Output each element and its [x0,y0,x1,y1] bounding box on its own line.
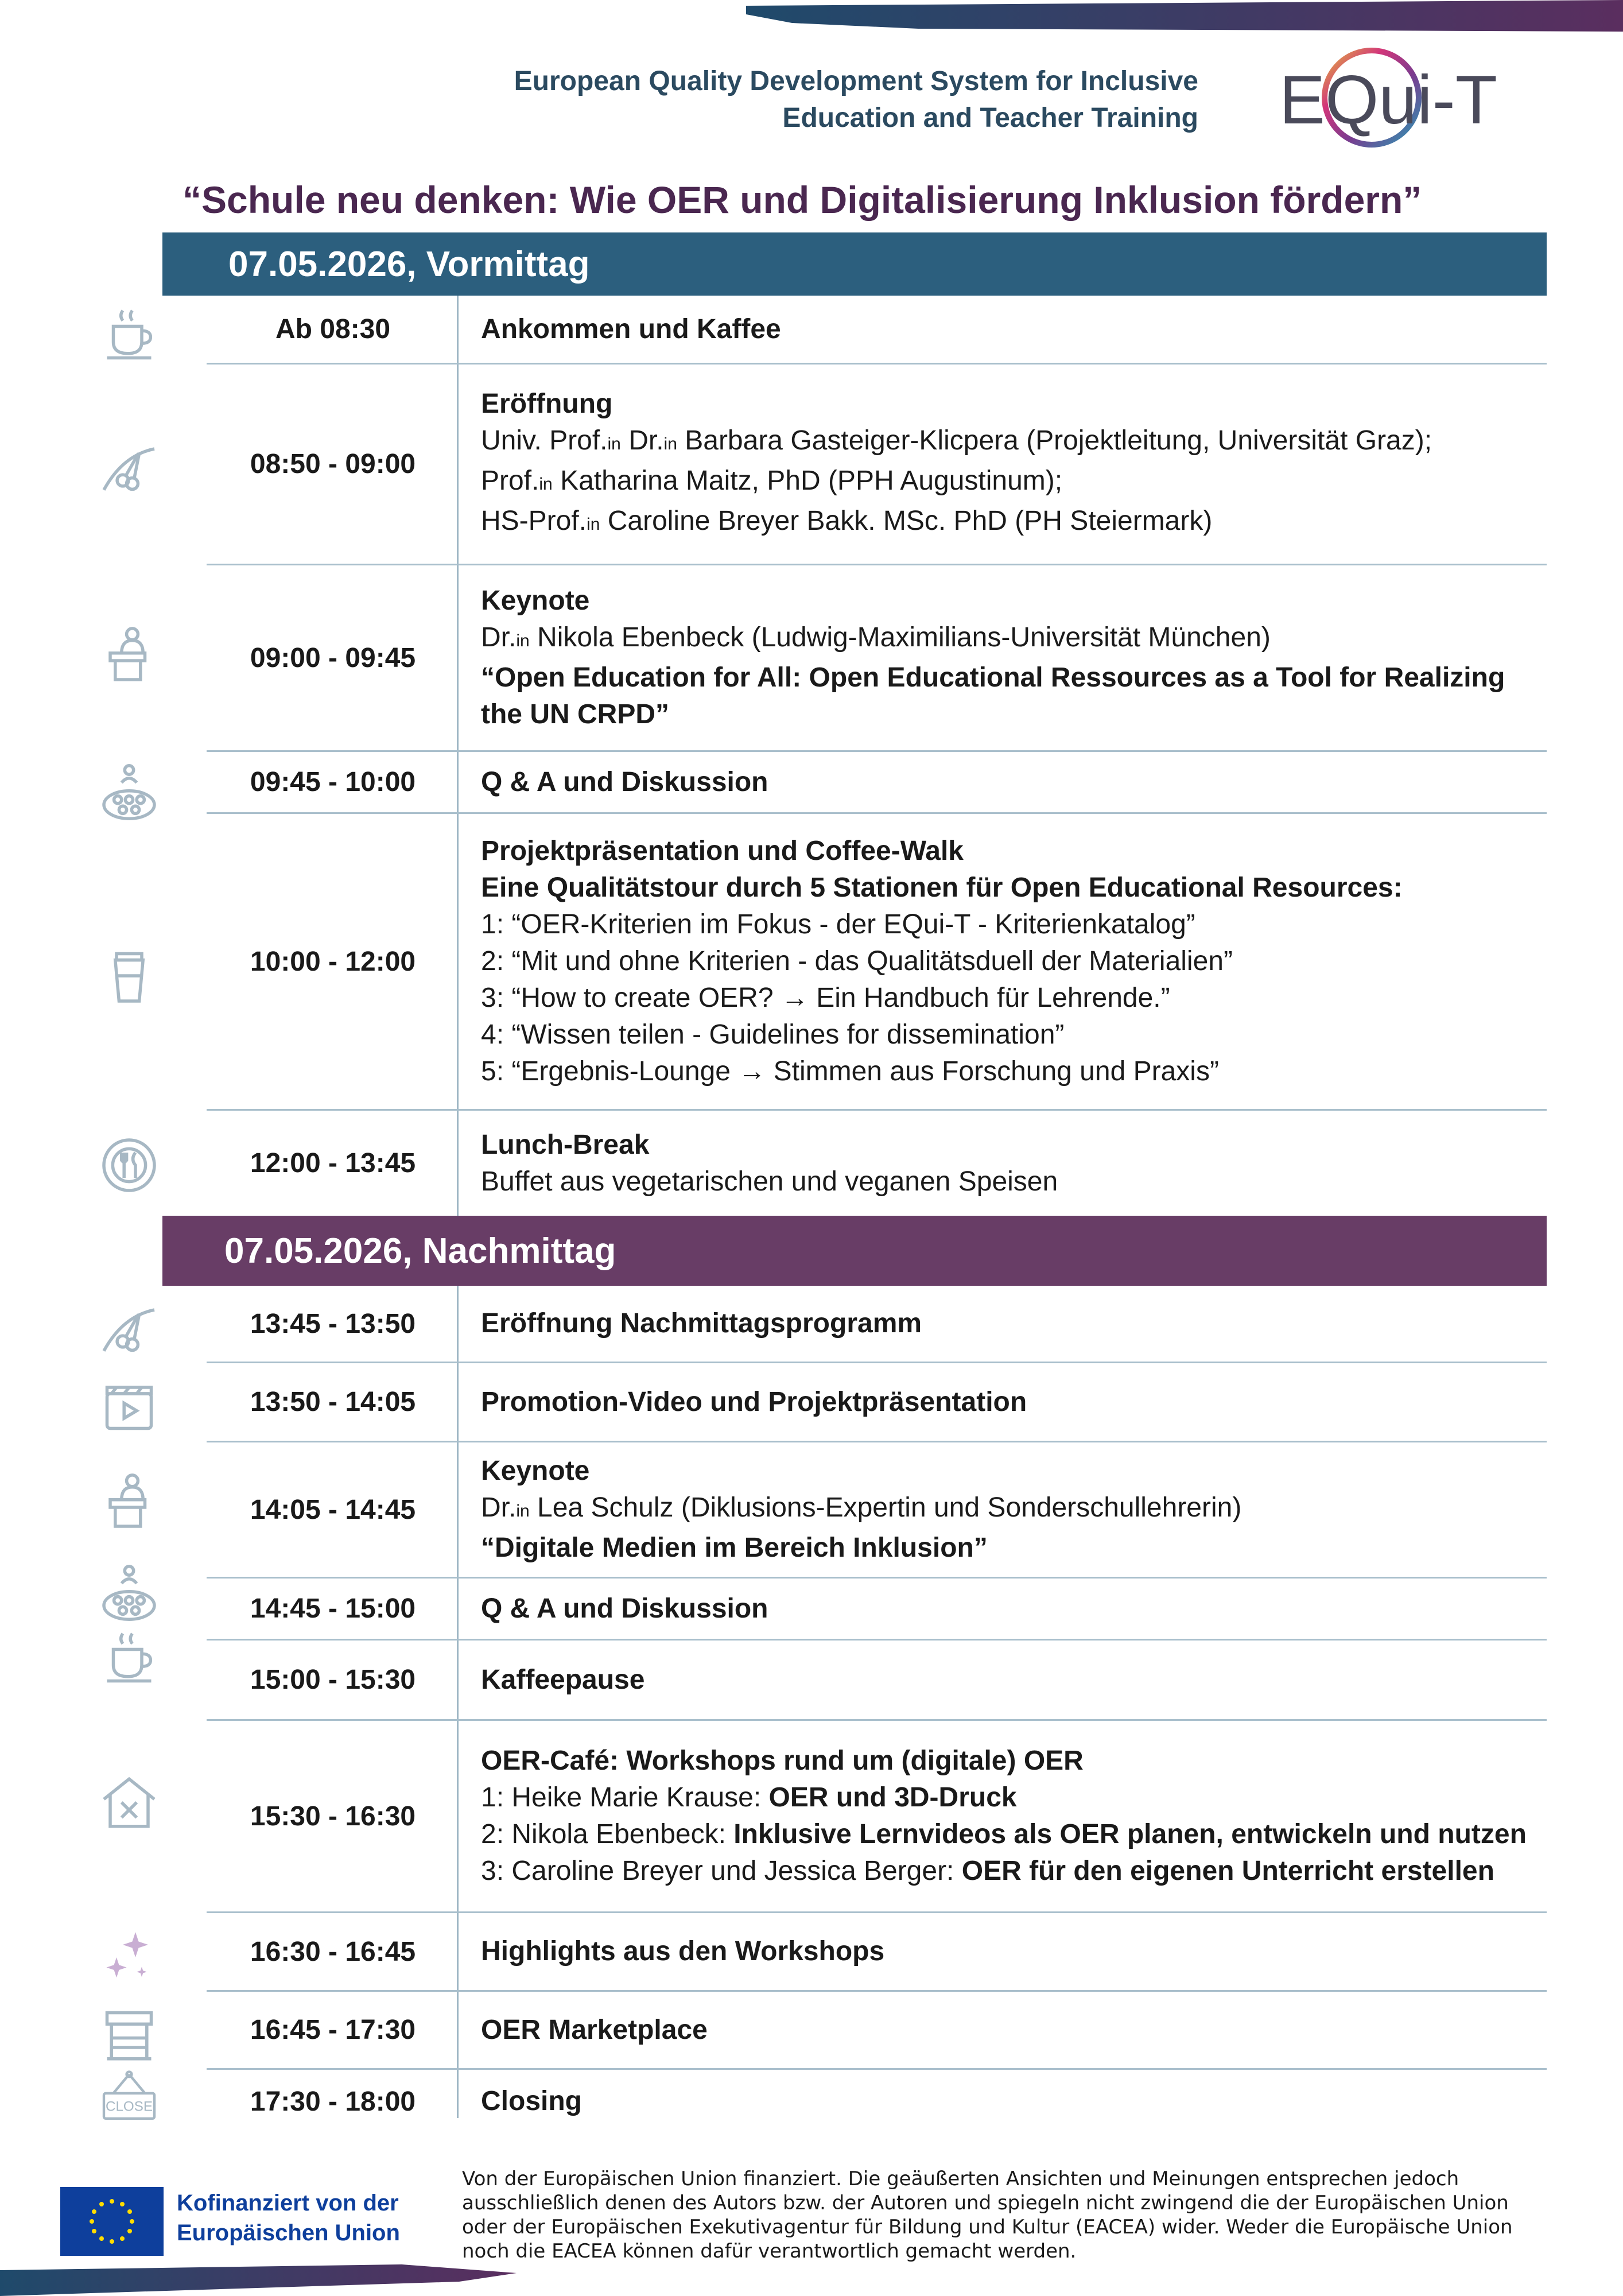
session-title: Closing [481,2086,582,2116]
session-title: OER Marketplace [481,2014,708,2045]
session-title: Promotion-Video und Projektpräsentation [481,1386,1027,1417]
session-title: OER-Café: Workshops rund um (digitale) OER [481,1746,1084,1776]
project-header [514,63,1198,137]
station-item: 1: “OER-Kriterien im Fokus - der EQui-T - Kriterienkatalog” [481,909,1195,940]
workshop-house-tools-icon [86,1768,172,1837]
session-title: Highlights aus den Workshops [481,1936,885,1967]
top-brush-decoration [746,0,1623,40]
ribbon-cutting-scissors-icon [86,1294,172,1363]
sparkle-stars-icon [86,1923,172,1992]
time-label: 13:50 - 14:05 [250,1387,416,1417]
discussion-group-icon [86,758,172,827]
session-title: Keynote [481,585,590,616]
market-stall-icon [86,2000,172,2069]
discussion-group-icon [86,1558,172,1627]
time-label: 09:45 - 10:00 [250,767,416,797]
schedule-row-qa-pm [207,1578,1547,1640]
eu-label-line-1: Kofinanziert von der [177,2190,399,2216]
station-item: 4: “Wissen teilen - Guidelines for dissemination” [481,1019,1065,1050]
coffee-cup-icon [86,301,172,370]
time-label: 08:50 - 09:00 [250,449,416,479]
session-title: Eröffnung [481,388,613,419]
session-title: Ankommen und Kaffee [481,313,781,344]
speaker-line: Prof.in Katharina Maitz, PhD (PPH Augustinum); [481,465,1063,496]
session-title: Kaffeepause [481,1664,645,1695]
project-name-line-1: European Quality Development System for Inclusive [514,66,1198,96]
workshop-item: 3: Caroline Breyer und Jessica Berger: OER für den eigenen Unterricht erstellen [481,1856,1494,1886]
session-subtitle: Eine Qualitätstour durch 5 Stationen für Open Educational Resources: [481,872,1403,903]
funding-disclaimer: Von der Europäischen Union finanziert. Die geäußerten Ansichten und Meinungen entsprechen jedoch ausschließlich denen des Autors bzw. der Autoren und spiegeln nicht zwingend die der Europäischen Union oder der Europäischen Exekutivagentur für Bildung und Kultur (EACEA) wider. Weder die Europäische Union noch die EACEA können dafür verantwortlich gemacht werden. [462,2167,1513,2263]
schedule-row-oer-cafe [207,1721,1547,1913]
schedule-row-keynote-pm [207,1442,1547,1578]
page-title: “Schule neu denken: Wie OER und Digitalisierung Inklusion fördern” [183,179,1422,221]
project-name-line-2: Education and Teacher Training [782,103,1198,133]
eu-label-line-2: Europäischen Union [177,2220,400,2245]
workshop-item: 1: Heike Marie Krause: OER und 3D-Druck [481,1782,1017,1813]
eu-flag [60,2187,164,2256]
svg-text:CLOSE: CLOSE [106,2099,153,2115]
session-title: Projektpräsentation und Coffee-Walk [481,836,964,866]
station-item: 3: “How to create OER? → Ein Handbuch für Lehrende.” [481,983,1170,1013]
time-label: 14:05 - 14:45 [250,1494,416,1525]
station-item: 5: “Ergebnis-Lounge → Stimmen aus Forschung und Praxis” [481,1056,1219,1087]
morning-heading [162,232,1547,296]
schedule-row-closing [207,2070,1547,2133]
session-title: Q & A und Diskussion [481,1593,768,1624]
session-title: Eröffnung Nachmittagsprogramm [481,1308,922,1339]
time-label: 10:00 - 12:00 [250,946,416,977]
speaker-line: Univ. Prof.in Dr.in Barbara Gasteiger-Klicpera (Projektleitung, Universität Graz); [481,425,1432,456]
schedule-row-ankommen [207,296,1547,364]
schedule-row-lunch [207,1111,1547,1216]
session-title: Q & A und Diskussion [481,766,768,797]
ribbon-cutting-scissors-icon [86,433,172,502]
schedule-row-kaffeepause [207,1640,1547,1721]
bottom-brush-decoration [0,2259,517,2296]
morning-heading-label: 07.05.2026, Vormittag [228,244,590,284]
session-title: Lunch-Break [481,1129,650,1160]
time-label: Ab 08:30 [275,314,391,344]
eu-cofunding-label [177,2188,400,2248]
keynote-quote: “Digitale Medien im Bereich Inklusion” [481,1533,988,1563]
plate-cutlery-icon [86,1131,172,1200]
schedule-row-qa-am [207,752,1547,814]
time-label: 13:45 - 13:50 [250,1308,416,1339]
schedule-row-eroeffnung-pm [207,1286,1547,1363]
time-label: 16:45 - 17:30 [250,2015,416,2045]
time-label: 15:00 - 15:30 [250,1665,416,1695]
schedule-row-projektpraesentation [207,814,1547,1111]
keynote-quote: “Open Education for All: Open Educational Ressources as a Tool for Realizing the UN CRPD” [481,662,1505,730]
coffee-to-go-icon [86,941,172,1010]
schedule-row-promotion-video [207,1363,1547,1442]
svg-text:EQui-T: EQui-T [1279,61,1498,138]
workshop-item: 2: Nikola Ebenbeck: Inklusive Lernvideos als OER planen, entwickeln und nutzen [481,1819,1527,1849]
schedule-row-keynote-am [207,565,1547,752]
time-label: 17:30 - 18:00 [250,2086,416,2117]
video-clapper-icon [86,1372,172,1441]
session-description: Buffet aus vegetarischen und veganen Speisen [481,1166,1058,1197]
speaker-podium-icon [86,1467,172,1535]
time-label: 14:45 - 15:00 [250,1593,416,1624]
afternoon-heading [162,1216,1547,1286]
time-label: 09:00 - 09:45 [250,642,416,673]
speaker-line: Dr.in Lea Schulz (Diklusions-Expertin und Sonderschullehrerin) [481,1492,1242,1523]
schedule-row-eroeffnung [207,364,1547,565]
time-label: 15:30 - 16:30 [250,1801,416,1832]
time-label: 12:00 - 13:45 [250,1148,416,1178]
coffee-cup-icon [86,1624,172,1693]
session-title: Keynote [481,1456,590,1486]
equi-t-logo [1277,43,1541,158]
time-label: 16:30 - 16:45 [250,1936,416,1967]
speaker-podium-icon [86,620,172,689]
schedule-row-highlights [207,1913,1547,1992]
afternoon-heading-label: 07.05.2026, Nachmittag [224,1231,616,1271]
speaker-line: HS-Prof.in Caroline Breyer Bakk. MSc. PhD (PH Steiermark) [481,505,1213,536]
closed-sign-icon [86,2066,172,2135]
station-item: 2: “Mit und ohne Kriterien - das Qualitätsduell der Materialien” [481,946,1233,976]
speaker-line: Dr.in Nikola Ebenbeck (Ludwig-Maximilians-Universität München) [481,622,1271,653]
schedule-row-marketplace [207,1992,1547,2070]
